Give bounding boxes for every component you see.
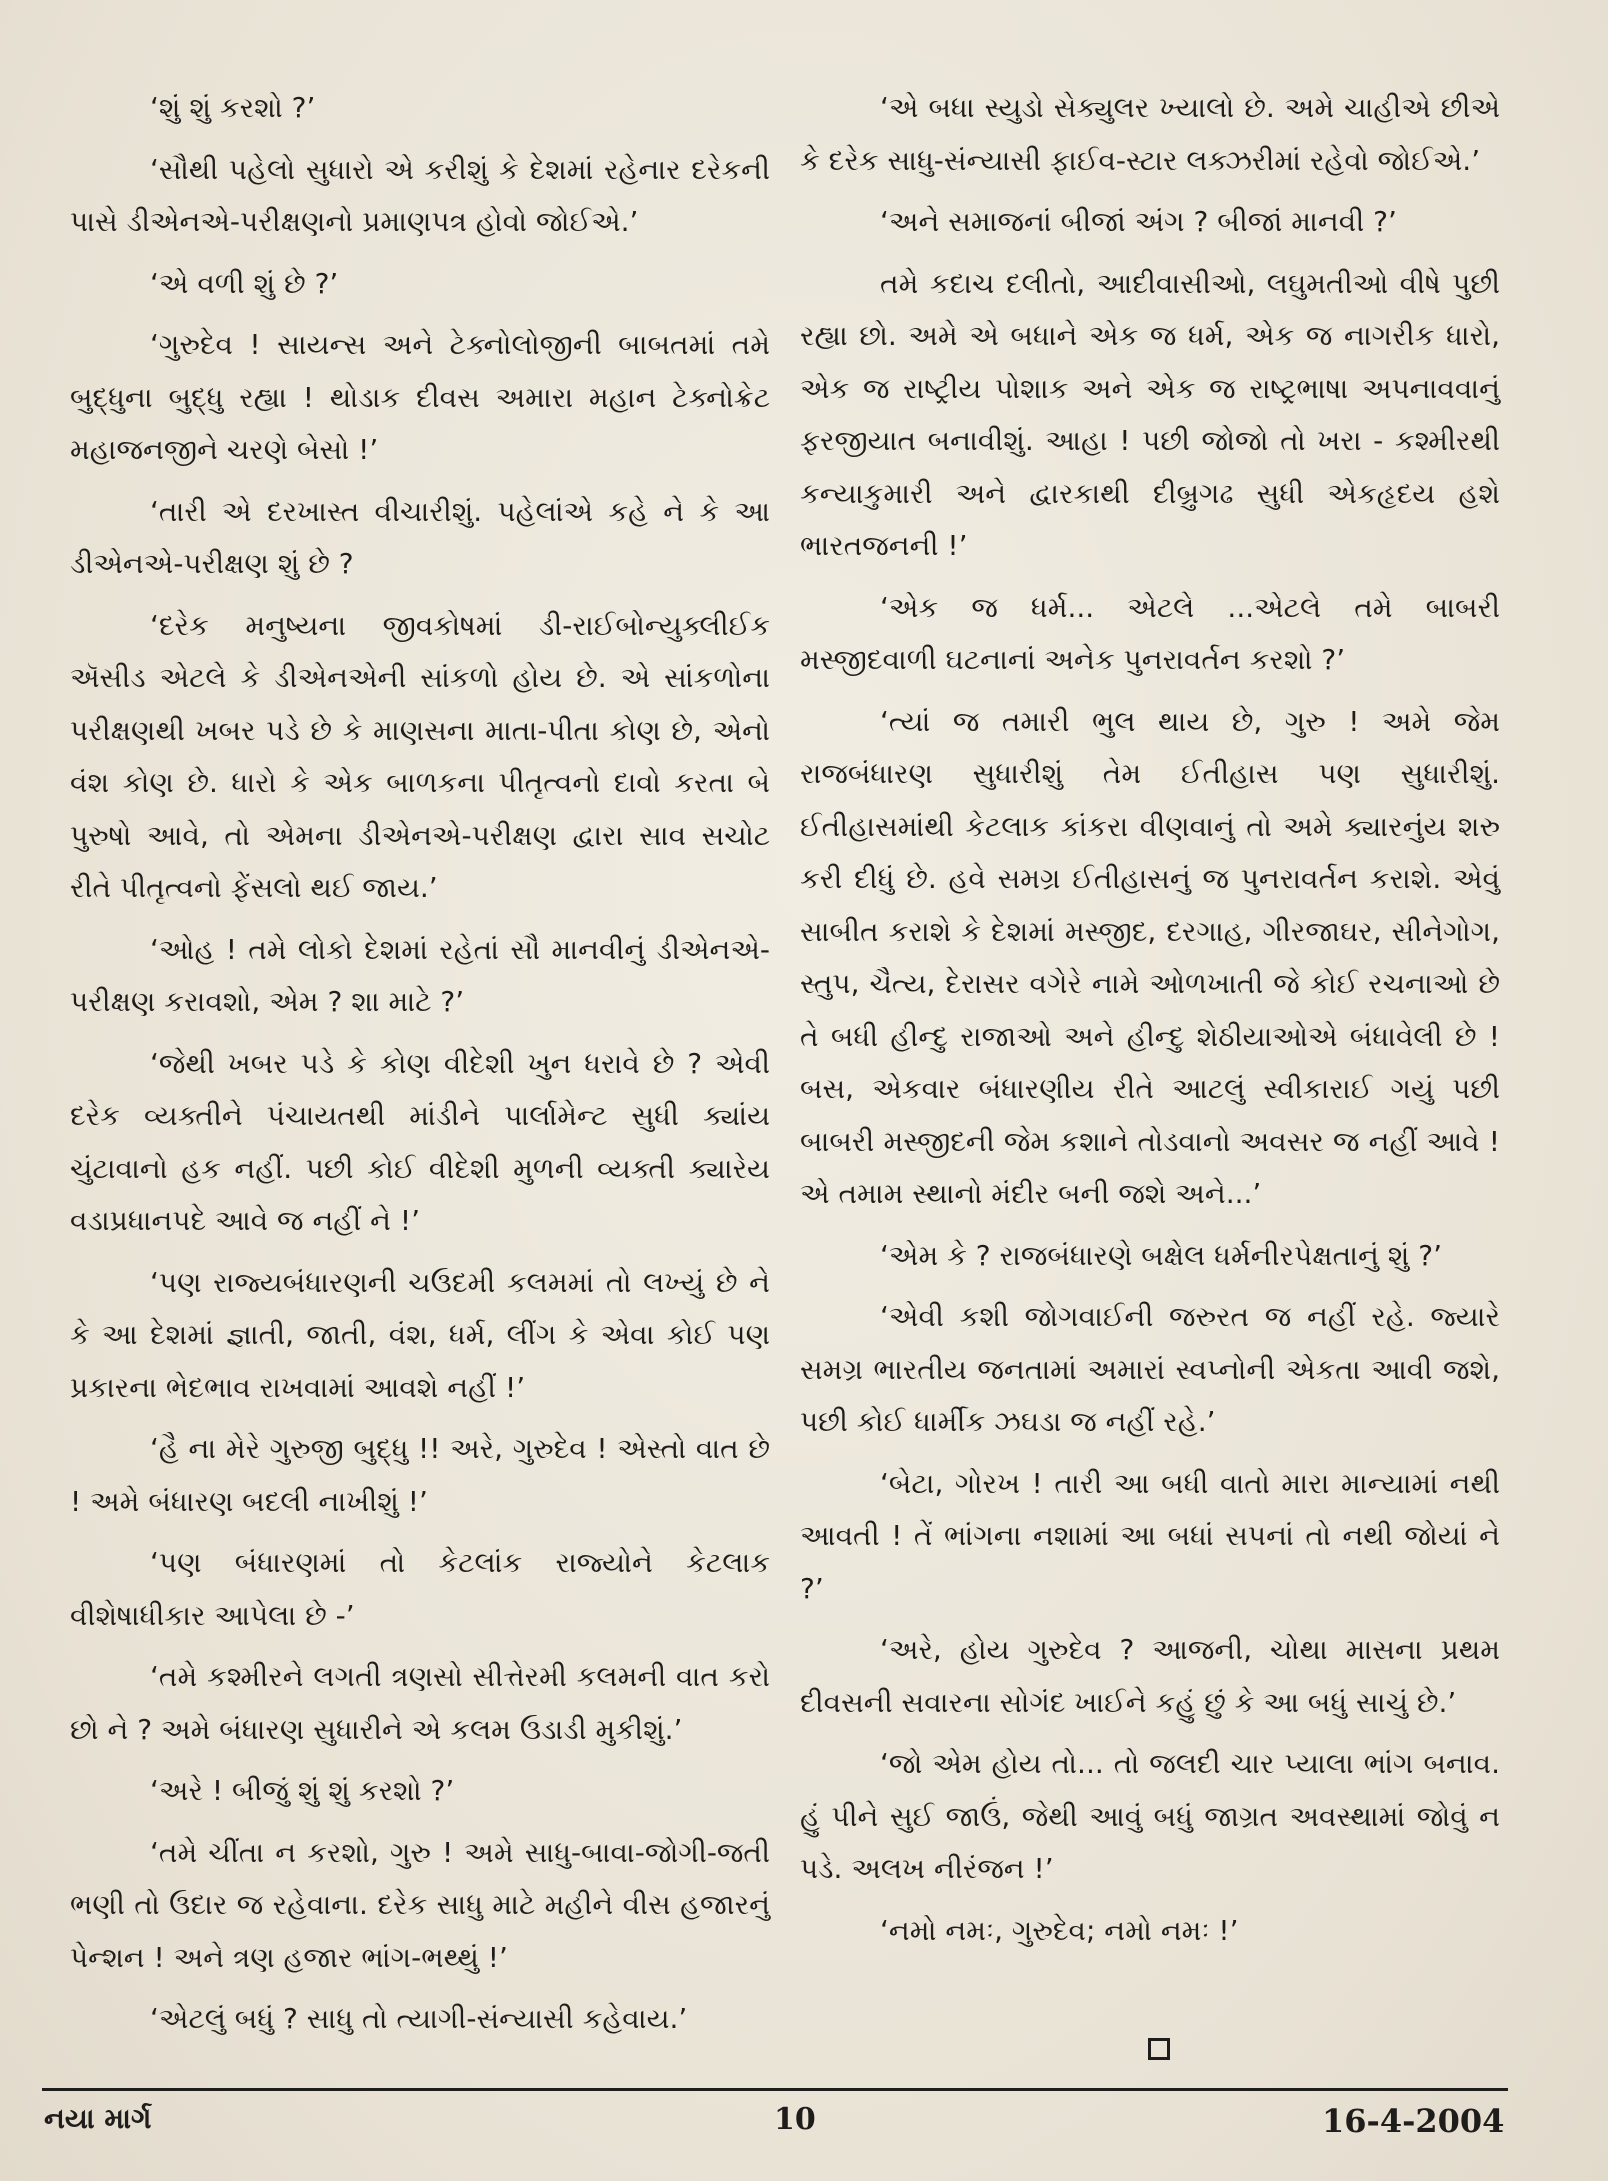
paragraph: ‘સૌથી પહેલો સુધારો એ કરીશું કે દેશમાં રહેનાર દરેકની પાસે ડીએનએ-પરીક્ષણનો પ્રમાણપત્ર હોવો જોઈએ.’ [70, 152, 770, 238]
paragraph: ‘એટલું બધું ? સાધુ તો ત્યાગી-સંન્યાસી કહેવાય.’ [150, 2002, 688, 2035]
footer-divider [42, 2088, 1508, 2091]
paragraph: તમે કદાચ દલીતો, આદીવાસીઓ, લઘુમતીઓ વીષે પુછી રહ્યા છો. અમે એ બધાને એક જ ધર્મ, એક જ નાગરીક ધારો, એક જ રાષ્ટ્રીય પોશાક અને એક જ રાષ્ટ્રભાષા અપનાવવાનું ફરજીયાત બનાવીશું. આહા ! પછી જોજો તો ખરા - કશ્મીરથી કન્યાકુમારી અને દ્વારકાથી દીબ્રુગઢ સુધી એકહૃદય હશે ભારતજનની !’ [800, 266, 1500, 562]
paragraph: ‘એક જ ધર્મ... એટલે ...એટલે તમે બાબરી મસ્જીદવાળી ઘટનાનાં અનેક પુનરાવર્તન કરશો ?’ [800, 590, 1500, 676]
publication-name: નયા માર્ગ [44, 2102, 152, 2135]
paragraph: ‘જો એમ હોય તો... તો જલદી ચાર પ્યાલા ભાંગ બનાવ. હું પીને સુઈ જાઉં, જેથી આવું બધું જાગ્રત અવસ્થામાં જોવું ન પડે. અલખ નીરંજન !’ [800, 1747, 1500, 1885]
paragraph: ‘જેથી ખબર પડે કે કોણ વીદેશી ખુન ધરાવે છે ? એવી દરેક વ્યક્તીને પંચાયતથી માંડીને પાર્લામેન્ટ સુધી ક્યાંય ચુંટાવાનો હક નહીં. પછી કોઈ વીદેશી મુળની વ્યક્તી ક્યારેય વડાપ્રધાનપદે આવે જ નહીં ને !’ [70, 1046, 770, 1237]
paragraph: ‘એ બધા સ્યુડો સેક્યુલર ખ્યાલો છે. અમે ચાહીએ છીએ કે દરેક સાધુ-સંન્યાસી ફાઈવ-સ્ટાર લક્ઝરીમાં રહેવો જોઈએ.’ [800, 91, 1500, 177]
paragraph: ‘તમે ચીંતા ન કરશો, ગુરુ ! અમે સાધુ-બાવા-જોગી-જતી ભણી તો ઉદાર જ રહેવાના. દરેક સાધુ માટે મહીને વીસ હજારનું પેન્શન ! અને ત્રણ હજાર ભાંગ-ભથ્થું !’ [70, 1835, 770, 1974]
paragraph: ‘હૈ ના મેરે ગુરુજી બુદ્ધુ !! અરે, ગુરુદેવ ! એસ્તો વાત છે ! અમે બંધારણ બદલી નાખીશું !’ [70, 1432, 770, 1518]
paragraph: ‘તારી એ દરખાસ્ત વીચારીશું. પહેલાંએ કહે ને કે આ ડીએનએ-પરીક્ષણ શું છે ? [70, 494, 770, 580]
paragraph: ‘પણ રાજ્યબંધારણની ચઉદમી કલમમાં તો લખ્યું છે ને કે આ દેશમાં જ્ઞાતી, જાતી, વંશ, ધર્મ, લીંગ કે એવા કોઈ પણ પ્રકારના ભેદભાવ રાખવામાં આવશે નહીં !’ [70, 1265, 770, 1404]
paragraph: ‘એમ કે ? રાજબંધારણે બક્ષેલ ધર્મનીરપેક્ષતાનું શું ?’ [880, 1238, 1443, 1272]
paragraph: ‘ઓહ ! તમે લોકો દેશમાં રહેતાં સૌ માનવીનું ડીએનએ-પરીક્ષણ કરાવશો, એમ ? શા માટે ?’ [70, 932, 770, 1018]
paragraph: ‘પણ બંધારણમાં તો કેટલાંક રાજ્યોને કેટલાક વીશેષાધીકાર આપેલા છે -’ [70, 1546, 770, 1632]
paragraph: ‘નમો નમઃ, ગુરુદેવ; નમો નમઃ !’ [880, 1913, 1239, 1947]
left-text-column [70, 82, 770, 2055]
end-of-article-square-icon [1148, 2038, 1170, 2060]
paragraph: ‘અરે ! બીજું શું શું કરશો ?’ [150, 1774, 455, 1807]
paragraph: ‘એવી કશી જોગવાઈની જરુરત જ નહીં રહે. જ્યારે સમગ્ર ભારતીય જનતામાં અમારાં સ્વપ્નોની એકતા આવી જશે, પછી કોઈ ધાર્મીક ઝઘડા જ નહીં રહે.’ [800, 1300, 1500, 1438]
paragraph: ‘દરેક મનુષ્યના જીવકોષમાં ડી-રાઈબોન્યુક્લીઈક ઍસીડ એટલે કે ડીએનએની સાંકળો હોય છે. એ સાંકળોના પરીક્ષણથી ખબર પડે છે કે માણસના માતા-પીતા કોણ છે, એનો વંશ કોણ છે. ધારો કે એક બાળકના પીતૃત્વનો દાવો કરતા બે પુરુષો આવે, તો એમના ડીએનએ-પરીક્ષણ દ્વારા સાવ સચોટ રીતે પીતૃત્વનો ફેંસલો થઈ જાય.’ [70, 608, 770, 904]
paragraph: ‘શું શું કરશો ?’ [150, 91, 316, 124]
issue-date: 16-4-2004 [1322, 2102, 1505, 2140]
right-text-column [800, 82, 1500, 1966]
page-number: 10 [774, 2102, 816, 2137]
paragraph: ‘બેટા, ગોરખ ! તારી આ બધી વાતો મારા માન્યામાં નથી આવતી ! તેં ભાંગના નશામાં આ બધાં સપનાં તો નથી જોયાં ને ?’ [800, 1466, 1500, 1605]
paragraph: ‘એ વળી શું છે ?’ [150, 266, 339, 300]
paragraph: ‘અને સમાજનાં બીજાં અંગ ? બીજાં માનવી ?’ [880, 205, 1397, 238]
paragraph: ‘ત્યાં જ તમારી ભુલ થાય છે, ગુરુ ! અમે જેમ રાજબંધારણ સુધારીશું તેમ ઈતીહાસ પણ સુધારીશું. ઈતીહાસમાંથી કેટલાક કાંકરા વીણવાનું તો અમે ક્યારનુંય શરુ કરી દીધું છે. હવે સમગ્ર ઈતીહાસનું જ પુનરાવર્તન કરાશે. એવું સાબીત કરાશે કે દેશમાં મસ્જીદ, દરગાહ, ગીરજાઘર, સીનેગોગ, સ્તુપ, ચૈત્ય, દેરાસર વગેરે નામે ઓળખાતી જે કોઈ રચનાઓ છે તે બધી હીન્દુ રાજાઓ અને હીન્દુ શેઠીયાઓએ બંધાવેલી છે ! બસ, એકવાર બંધારણીય રીતે આટલું સ્વીકારાઈ ગયું પછી બાબરી મસ્જીદની જેમ કશાને તોડવાનો અવસર જ નહીં આવે ! એ તમામ સ્થાનો મંદીર બની જશે અને...’ [800, 704, 1500, 1210]
paragraph: ‘ગુરુદેવ ! સાયન્સ અને ટેક્નોલોજીની બાબતમાં તમે બુદ્ધુના બુદ્ધુ રહ્યા ! થોડાક દીવસ અમારા મહાન ટેક્નોક્રેટ મહાજનજીને ચરણે બેસો !’ [70, 328, 770, 466]
paragraph: ‘તમે કશ્મીરને લગતી ત્રણસો સીત્તેરમી કલમની વાત કરો છો ને ? અમે બંધારણ સુધારીને એ કલમ ઉડાડી મુકીશું.’ [70, 1660, 770, 1746]
paragraph: ‘અરે, હોય ગુરુદેવ ? આજની, ચોથા માસના પ્રથમ દીવસની સવારના સોગંદ ખાઈને કહું છું કે આ બધું સાચું છે.’ [800, 1633, 1500, 1719]
